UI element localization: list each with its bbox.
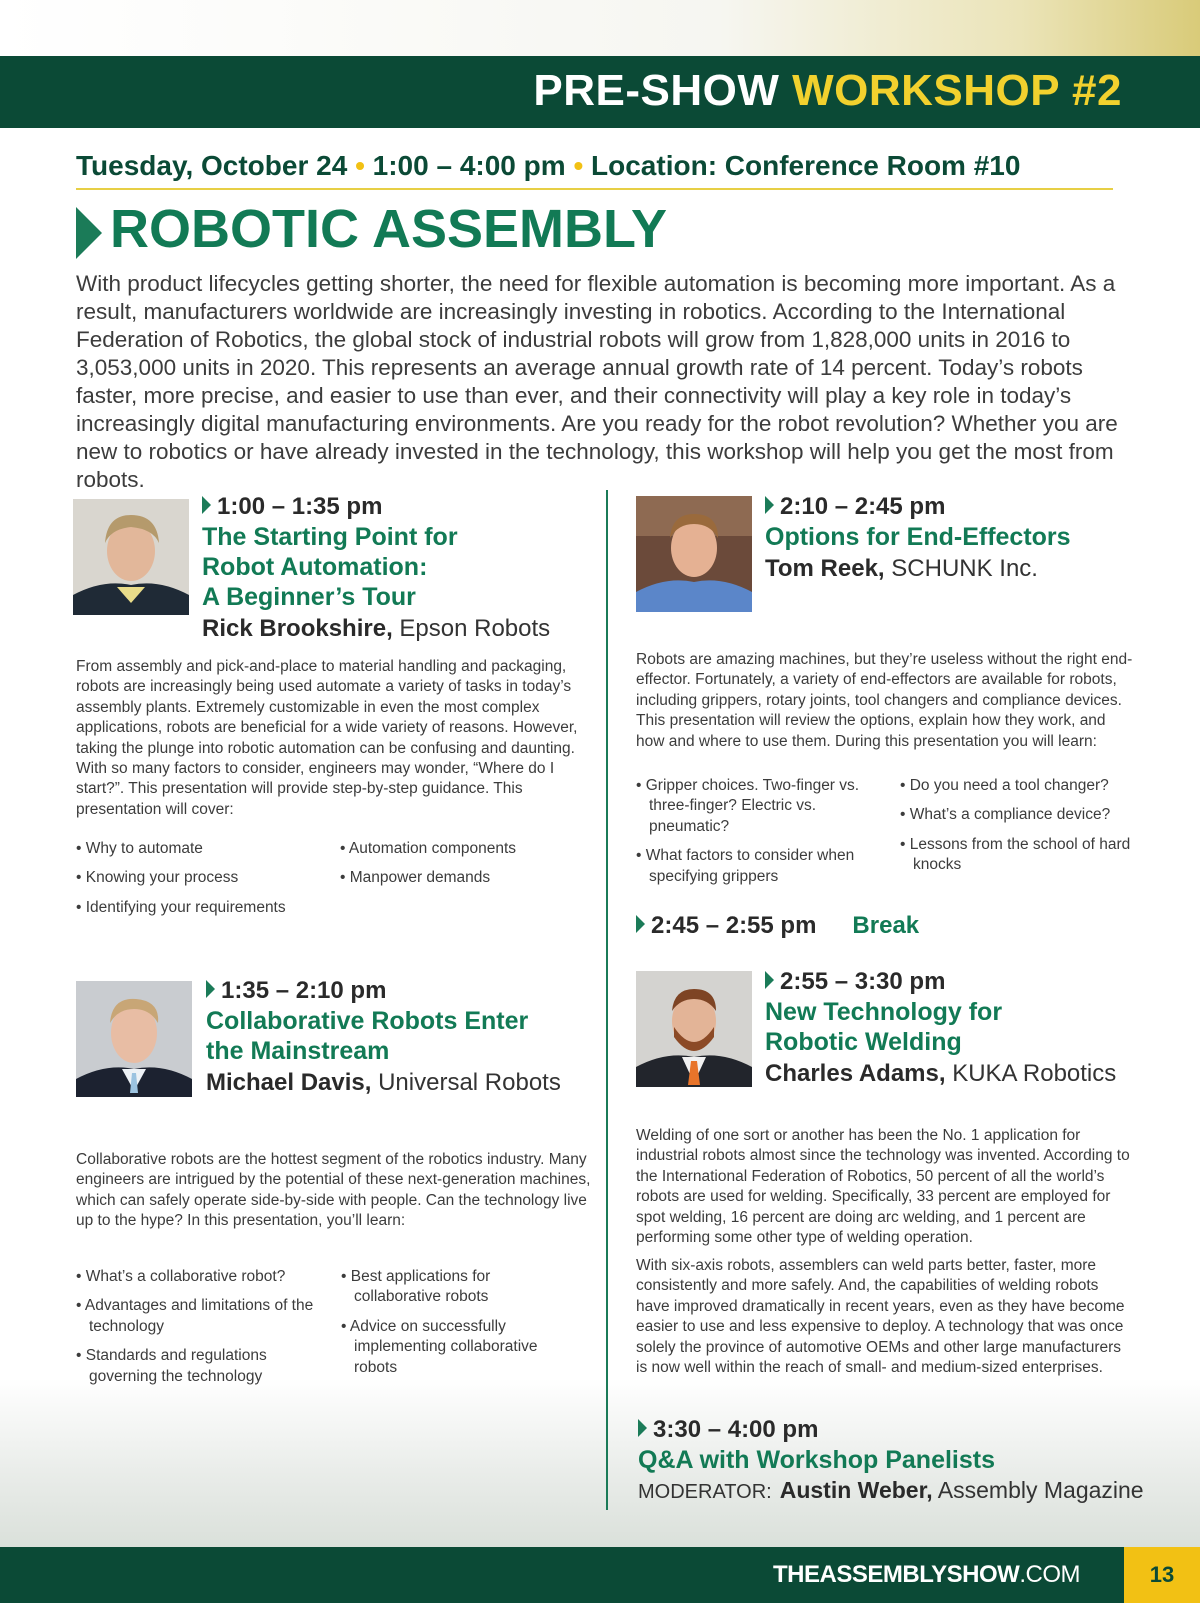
separator-dot: • bbox=[573, 150, 584, 181]
website-name: THEASSEMBLYSHOW bbox=[773, 1561, 1020, 1588]
speaker-photo-charles-adams bbox=[636, 971, 752, 1087]
session-title-line: the Mainstream bbox=[206, 1037, 390, 1065]
session-3-bullets-left bbox=[636, 776, 886, 896]
bullet-item: • What’s a compliance device? bbox=[900, 805, 1140, 825]
moderator-org: Assembly Magazine bbox=[937, 1477, 1144, 1503]
event-date: Tuesday, October 24 bbox=[76, 150, 348, 181]
speaker-company: SCHUNK Inc. bbox=[891, 555, 1038, 582]
speaker-company: Universal Robots bbox=[378, 1069, 561, 1096]
session-title-line: Collaborative Robots Enter bbox=[206, 1007, 529, 1035]
bullet-item: • Standards and regulations governing the technology bbox=[76, 1346, 326, 1387]
session-4-description-2: With six-axis robots, assemblers can weld parts better, faster, more consistently and more safely. And, the capabilities of welding robots have improved dramatically in recent years, even as they have become easier to use and less expensive to deploy. A technology that was once solely the province of automotive OEMs and other large manufacturers is now well within the reach of small- and medium-sized enterprises. bbox=[636, 1257, 1125, 1377]
session-title-line: A Beginner’s Tour bbox=[202, 583, 416, 611]
bullet-item: • Knowing your process bbox=[76, 868, 326, 888]
session-time bbox=[638, 1415, 1144, 1445]
session-time-text: 2:55 – 3:30 pm bbox=[780, 968, 946, 995]
bullet-item: • Manpower demands bbox=[340, 868, 590, 888]
banner-title-part2: WORKSHOP #2 bbox=[792, 66, 1122, 115]
moderator-name: Austin Weber, bbox=[779, 1477, 933, 1503]
session-time-text: 1:00 – 1:35 pm bbox=[217, 493, 383, 520]
bullet-item: • Advice on successfully implementing collaborative robots bbox=[341, 1317, 571, 1378]
session-time bbox=[206, 976, 561, 1006]
session-time bbox=[202, 492, 550, 522]
speaker-line bbox=[206, 1068, 561, 1098]
bullet-item: • Why to automate bbox=[76, 839, 326, 859]
session-4-header bbox=[765, 967, 1116, 1089]
bullet-item: • What’s a collaborative robot? bbox=[76, 1267, 326, 1287]
intro-paragraph: With product lifecycles getting shorter, the need for flexible automation is becoming more important. As a result, manufacturers worldwide are increasingly investing in robotics. According to the International Federation of Robotics, the global stock of industrial robots will grow from 1,828,000 units in 2016 to 3,053,000 units in 2020. This represents an average annual growth rate of 14 percent. Today’s robots faster, more precise, and easier to use than ever, and their connectivity will play a key role in today’s increasingly digital manufacturing environments. Are you ready for the robot revolution? Whether you are new to robotics or have already invested in the technology, this workshop will help you get the most from robots. bbox=[76, 271, 1118, 492]
speaker-line bbox=[202, 614, 550, 644]
session-1-header bbox=[202, 492, 550, 644]
bullet-item: • Do you need a tool changer? bbox=[900, 776, 1140, 796]
break-label: Break bbox=[852, 912, 920, 939]
top-glow bbox=[0, 0, 1200, 56]
break-time: 2:45 – 2:55 pm bbox=[651, 912, 817, 939]
session-title-line: Robot Automation: bbox=[202, 553, 428, 581]
speaker-line bbox=[765, 1059, 1116, 1089]
qa-session bbox=[638, 1415, 1144, 1507]
session-title bbox=[765, 997, 1116, 1057]
session-3-description: Robots are amazing machines, but they’re useless without the right end-effector. Fortunately, a variety of end-effectors are available for robots, including grippers, rotary joints, tool changers and compliance devices. This presentation will review the options, explain how they work, and how and where to use them. During this presentation you will learn: bbox=[636, 651, 1133, 750]
event-time: 1:00 – 4:00 pm bbox=[372, 150, 566, 181]
bullet-item: • Identifying your requirements bbox=[76, 898, 326, 918]
session-3-bullets-right bbox=[900, 776, 1140, 885]
session-1-description: From assembly and pick-and-place to material handling and packaging, robots are increasingly being used automate a variety of tasks in today’s assembly plants. Extremely customizable in even the most complex applications, robots are beneficial for a wide variety of reasons. However, taking the plunge into robotic automation can be confusing and daunting. With so many factors to consider, engineers may wonder, “Where do I start?”. This presentation will provide step-by-step guidance. This presentation will cover: bbox=[76, 658, 578, 818]
session-2-header bbox=[206, 976, 561, 1098]
banner-title-part1: PRE-SHOW bbox=[533, 66, 780, 115]
session-1-bullets-right bbox=[340, 839, 590, 898]
session-title bbox=[765, 522, 1071, 552]
banner-title bbox=[533, 66, 1122, 116]
session-title-line: New Technology for bbox=[765, 998, 1003, 1026]
session-4-description: Welding of one sort or another has been the No. 1 application for industrial robots almost since the technology was invented. According to the International Federation of Robotics, 50 percent of all the world’s robots are used for welding. Specifically, 33 percent are employed for spot welding, 16 percent are doing arc welding, and 1 percent are performing some other type of welding operation. bbox=[636, 1127, 1130, 1247]
speaker-company: KUKA Robotics bbox=[952, 1060, 1117, 1087]
play-arrow-icon bbox=[765, 496, 774, 514]
play-arrow-icon bbox=[765, 971, 774, 989]
bullet-item: • Lessons from the school of hard knocks bbox=[900, 835, 1140, 876]
session-time-text: 2:10 – 2:45 pm bbox=[780, 493, 946, 520]
footer-bar bbox=[0, 1547, 1200, 1603]
moderator-label: MODERATOR: bbox=[638, 1481, 772, 1503]
bullet-item: • Advantages and limitations of the technology bbox=[76, 1296, 326, 1337]
session-2-bullets-right bbox=[341, 1267, 571, 1387]
speaker-name: Tom Reek, bbox=[765, 555, 885, 582]
website-link[interactable] bbox=[773, 1561, 1080, 1589]
session-time bbox=[765, 492, 1071, 522]
bullet-item: • Best applications for collaborative robots bbox=[341, 1267, 571, 1308]
qa-title: Q&A with Workshop Panelists bbox=[638, 1446, 995, 1474]
session-title bbox=[202, 522, 550, 612]
session-2-description: Collaborative robots are the hottest segment of the robotics industry. Many engineers are intrigued by the potential of these next-generation machines, which can safely operate side-by-side with people. Can the technology live up to the hype? In this presentation, you’ll learn: bbox=[76, 1151, 591, 1230]
speaker-company: Epson Robots bbox=[399, 615, 551, 642]
session-title-line: Options for End-Effectors bbox=[765, 523, 1071, 551]
session-1-bullets-left bbox=[76, 839, 326, 927]
moderator-line bbox=[638, 1475, 1144, 1507]
speaker-photo-tom-reek bbox=[636, 496, 752, 612]
play-arrow-icon bbox=[636, 915, 645, 933]
event-location: Location: Conference Room #10 bbox=[591, 150, 1021, 181]
session-time bbox=[765, 967, 1116, 997]
bullet-item: • What factors to consider when specifying grippers bbox=[636, 846, 886, 887]
break-row bbox=[636, 912, 919, 940]
speaker-line bbox=[765, 554, 1071, 584]
event-dateline bbox=[76, 150, 1113, 190]
separator-dot: • bbox=[355, 150, 365, 181]
session-title bbox=[206, 1006, 561, 1066]
session-3-header bbox=[765, 492, 1071, 584]
session-time-text: 1:35 – 2:10 pm bbox=[221, 977, 387, 1004]
header-banner bbox=[0, 56, 1200, 128]
speaker-name: Michael Davis, bbox=[206, 1069, 372, 1096]
page-number: 13 bbox=[1124, 1547, 1200, 1603]
session-2-bullets-left bbox=[76, 1267, 326, 1396]
website-tld: .COM bbox=[1019, 1561, 1080, 1588]
play-arrow-icon bbox=[206, 980, 215, 998]
speaker-name: Rick Brookshire, bbox=[202, 615, 393, 642]
speaker-photo-rick-brookshire bbox=[73, 499, 189, 615]
column-divider bbox=[606, 490, 608, 1510]
session-title-line: Robotic Welding bbox=[765, 1028, 962, 1056]
bullet-item: • Automation components bbox=[340, 839, 590, 859]
qa-time: 3:30 – 4:00 pm bbox=[653, 1416, 819, 1443]
speaker-photo-michael-davis bbox=[76, 981, 192, 1097]
speaker-name: Charles Adams, bbox=[765, 1060, 946, 1087]
workshop-title-text: ROBOTIC ASSEMBLY bbox=[110, 199, 668, 259]
title-arrow-icon bbox=[76, 207, 102, 259]
session-title-line: The Starting Point for bbox=[202, 523, 458, 551]
bullet-item: • Gripper choices. Two-finger vs. three-finger? Electric vs. pneumatic? bbox=[636, 776, 886, 837]
play-arrow-icon bbox=[638, 1419, 647, 1437]
play-arrow-icon bbox=[202, 496, 211, 514]
